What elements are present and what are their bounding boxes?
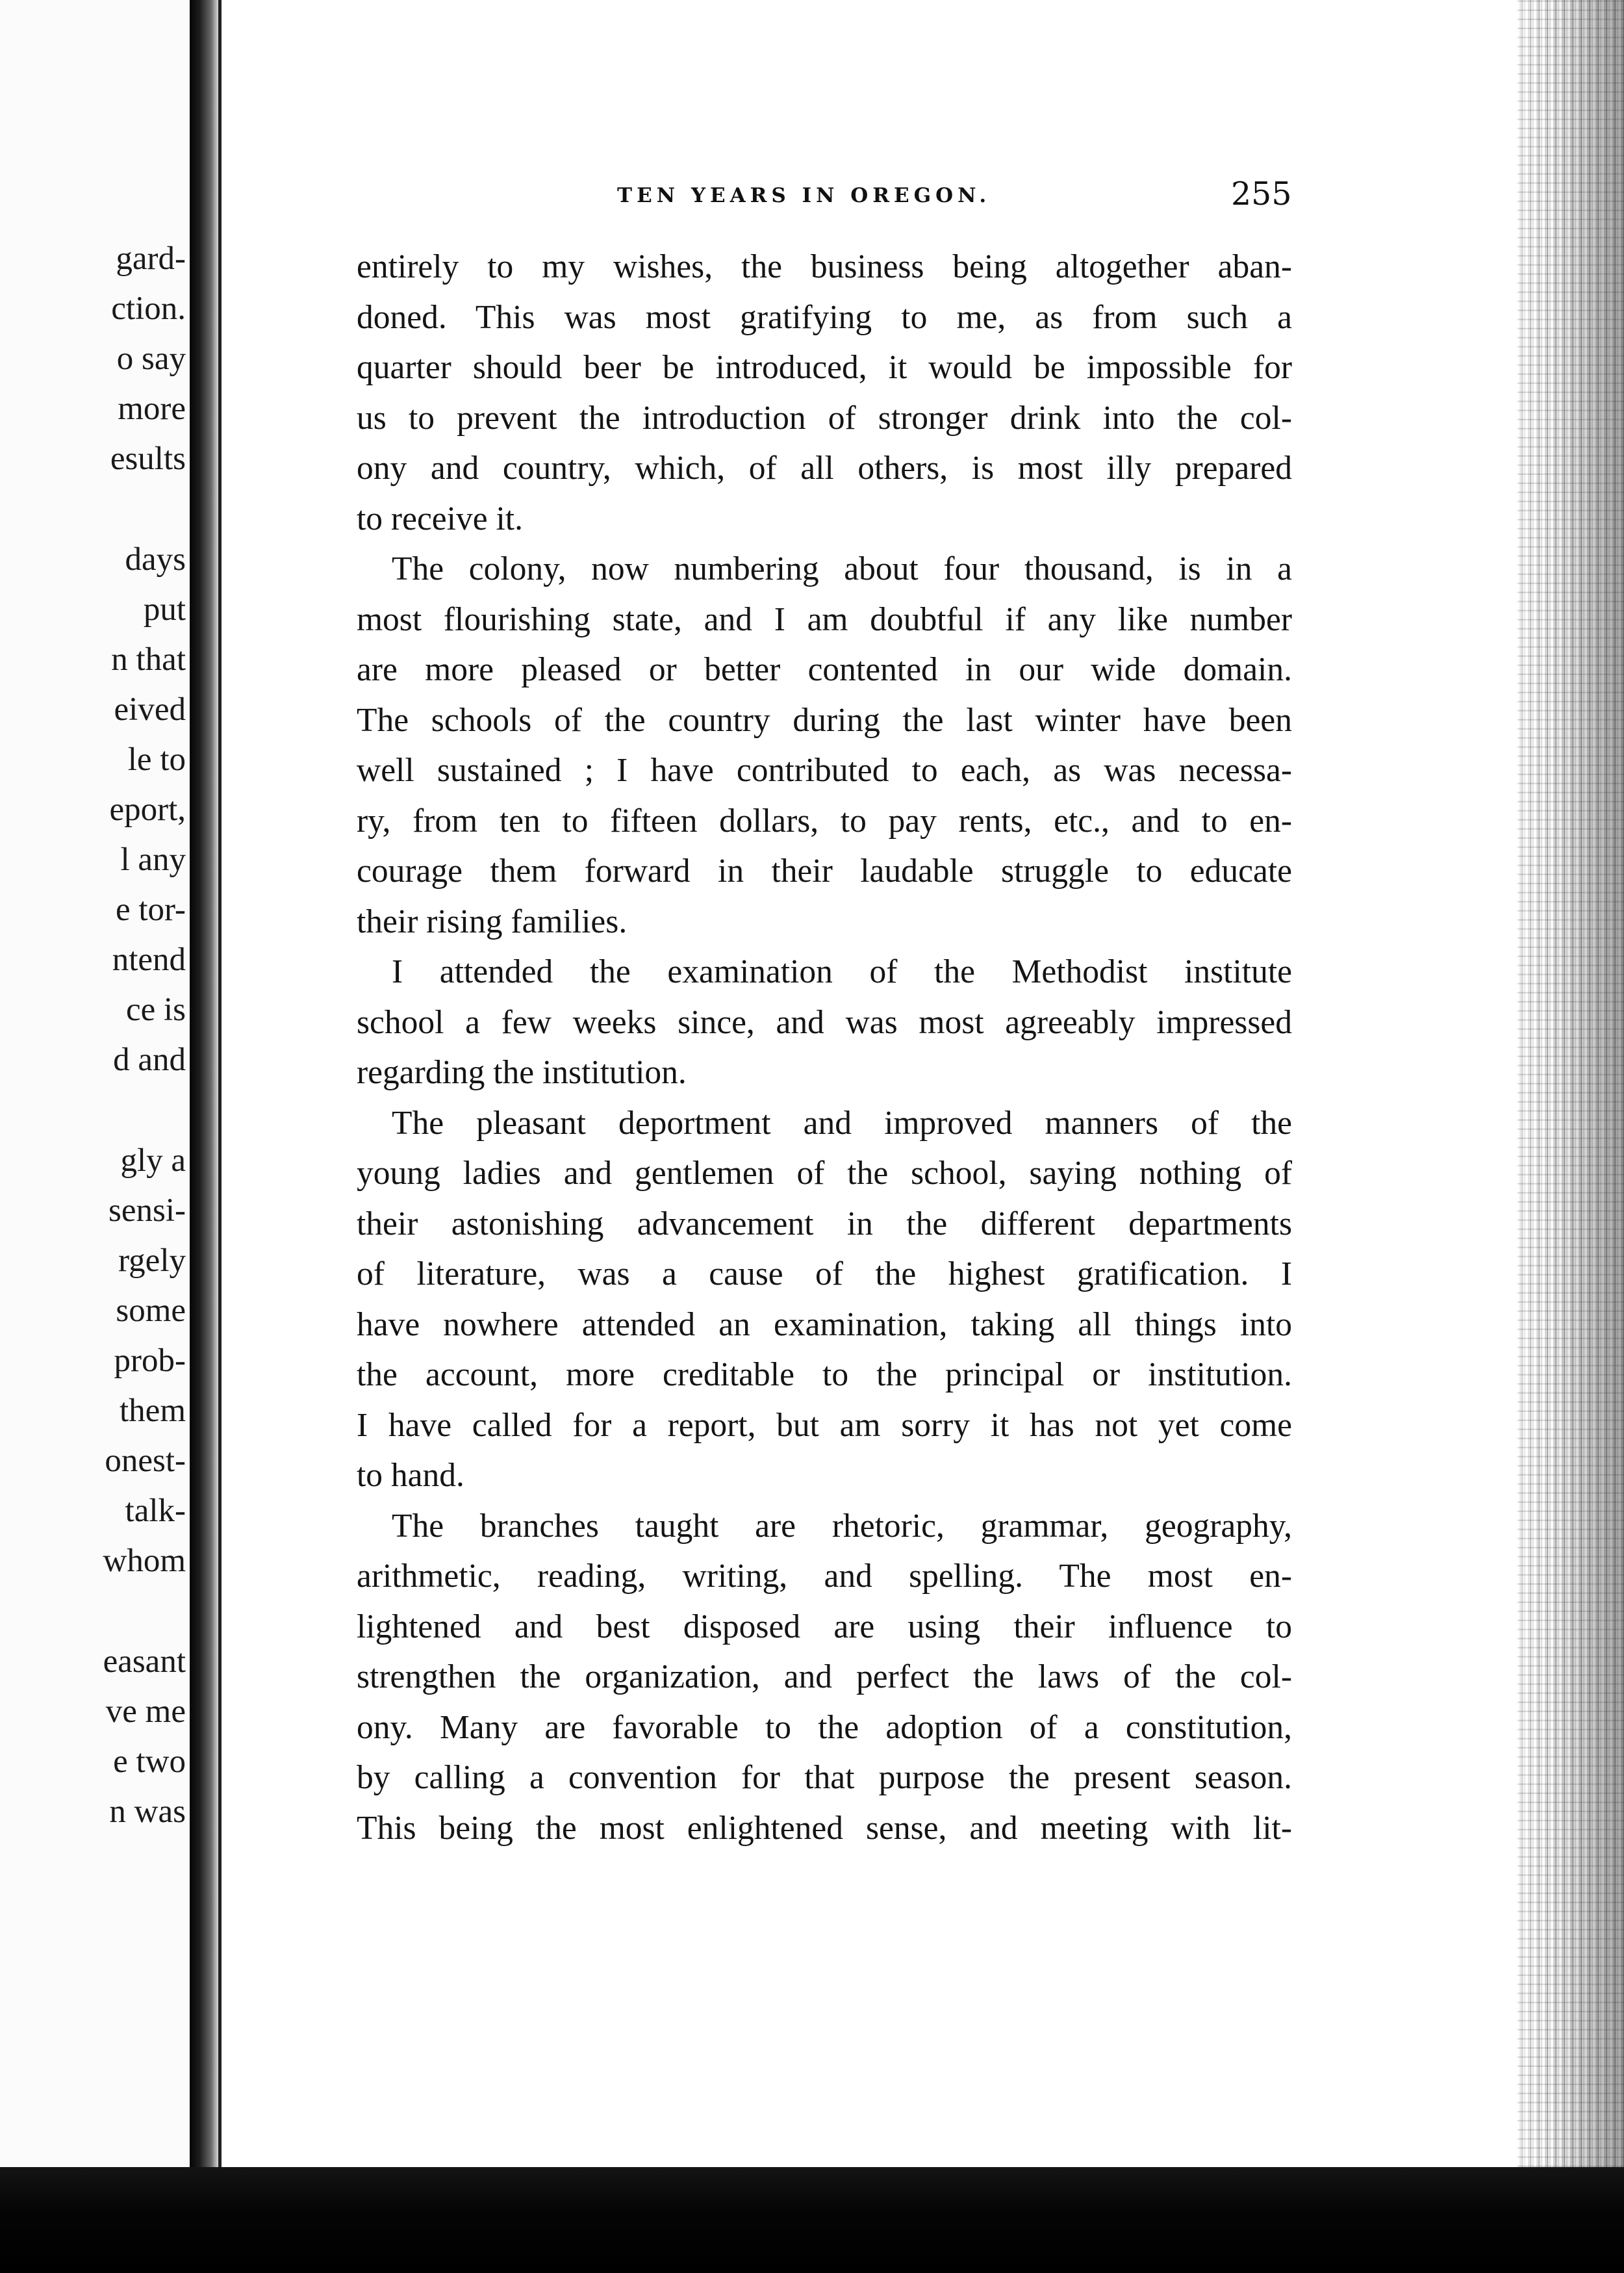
text-line: young ladies and gentlemen of the school, saying nothing of	[357, 1155, 1292, 1192]
text-line: ry, from ten to fifteen dollars, to pay rents, etc., and to en-	[357, 802, 1292, 840]
text-line: arithmetic, reading, writing, and spelling. The most en-	[357, 1558, 1292, 1595]
text-line: entirely to my wishes, the business being altogether aban-	[357, 248, 1292, 285]
text-line: most flourishing state, and I am doubtful if any like number	[357, 600, 1292, 638]
facing-page-line: them	[120, 1393, 186, 1429]
facing-page-line: gard-	[116, 240, 186, 277]
text-line: I attended the examination of the Methodist institute	[392, 953, 1292, 990]
page-number: 255	[1231, 175, 1292, 212]
text-line: The schools of the country during the last winter have been	[357, 701, 1292, 739]
facing-page-line: o say	[116, 340, 186, 377]
book-gutter-shadow	[190, 0, 218, 2222]
facing-page-line: put	[143, 591, 186, 628]
facing-page-line: ve me	[105, 1693, 186, 1730]
facing-page-line: l any	[120, 841, 186, 878]
text-line: their rising families.	[357, 903, 628, 940]
paragraph	[357, 947, 1292, 1098]
text-line: ony. Many are favorable to the adoption of a constitution,	[357, 1708, 1292, 1746]
text-line: well sustained ; I have contributed to each, as was necessa-	[357, 752, 1292, 789]
text-line: of literature, was a cause of the highest gratification. I	[357, 1255, 1292, 1292]
facing-page-line: gly a	[120, 1142, 186, 1179]
text-line: school a few weeks since, and was most agreeably impressed	[357, 1003, 1292, 1041]
facing-page-line: rgely	[118, 1242, 186, 1279]
paragraph	[357, 242, 1292, 544]
facing-page-line: n was	[109, 1793, 186, 1830]
scan-bottom-border	[0, 2167, 1624, 2273]
facing-page-line: onest-	[105, 1443, 186, 1479]
text-line: to receive it.	[357, 500, 523, 537]
facing-page-line: some	[116, 1292, 186, 1329]
facing-page-line: prob-	[114, 1342, 186, 1379]
text-line: The pleasant deportment and improved manners of the	[392, 1104, 1292, 1142]
text-line: their astonishing advancement in the different departments	[357, 1205, 1292, 1242]
text-line: courage them forward in their laudable struggle to educate	[357, 853, 1292, 890]
text-line: us to prevent the introduction of stronger drink into the col-	[357, 399, 1292, 437]
running-head-title: TEN YEARS IN OREGON.	[617, 184, 991, 207]
text-line: The colony, now numbering about four thousand, is in a	[392, 550, 1292, 587]
text-line: I have called for a report, but am sorry it has not yet come	[357, 1406, 1292, 1444]
text-line: strengthen the organization, and perfect the laws of the col-	[357, 1658, 1292, 1695]
facing-page-line: n that	[111, 641, 186, 678]
paragraph	[357, 1501, 1292, 1854]
facing-page-line: easant	[103, 1643, 186, 1680]
text-line: doned. This was most gratifying to me, as from such a	[357, 298, 1292, 336]
page-edges	[1517, 0, 1624, 2183]
paragraph	[357, 544, 1292, 947]
text-line: quarter should beer be introduced, it would be impossible for	[357, 349, 1292, 386]
facing-page-line: ction.	[111, 290, 186, 327]
facing-page-line: d and	[113, 1042, 186, 1078]
facing-page-line: more	[118, 391, 186, 427]
facing-page-line: ntend	[112, 942, 186, 978]
facing-page-line: whom	[103, 1543, 186, 1579]
facing-page-line: eport,	[109, 791, 186, 828]
text-line: regarding the institution.	[357, 1054, 687, 1091]
facing-page-line: e tor-	[115, 892, 186, 928]
text-line: This being the most enlightened sense, and meeting with lit-	[357, 1809, 1292, 1847]
facing-page-line: eived	[114, 691, 186, 728]
text-line: have nowhere attended an examination, taking all things into	[357, 1305, 1292, 1343]
text-line: The branches taught are rhetoric, grammar, geography,	[392, 1507, 1292, 1545]
facing-page-line: talk-	[125, 1493, 186, 1529]
facing-page-line: sensi-	[108, 1192, 186, 1229]
facing-page-line: e two	[113, 1743, 186, 1780]
text-line: lightened and best disposed are using their influence to	[357, 1608, 1292, 1645]
text-line: by calling a convention for that purpose the present season.	[357, 1759, 1292, 1796]
facing-page-line: days	[125, 541, 186, 578]
facing-page-line: esults	[110, 441, 186, 477]
text-line: are more pleased or better contented in our wide domain.	[357, 651, 1292, 688]
page-edge-texture	[1517, 0, 1624, 2183]
text-line: to hand.	[357, 1457, 464, 1494]
facing-page-line: le to	[127, 741, 186, 778]
page-body-text	[357, 242, 1292, 1853]
facing-page-fragment	[0, 0, 190, 2170]
text-line: the account, more creditable to the principal or institution.	[357, 1356, 1292, 1393]
facing-page-line: ce is	[125, 992, 186, 1028]
paragraph	[357, 1098, 1292, 1501]
text-line: ony and country, which, of all others, is most illy prepared	[357, 450, 1292, 487]
